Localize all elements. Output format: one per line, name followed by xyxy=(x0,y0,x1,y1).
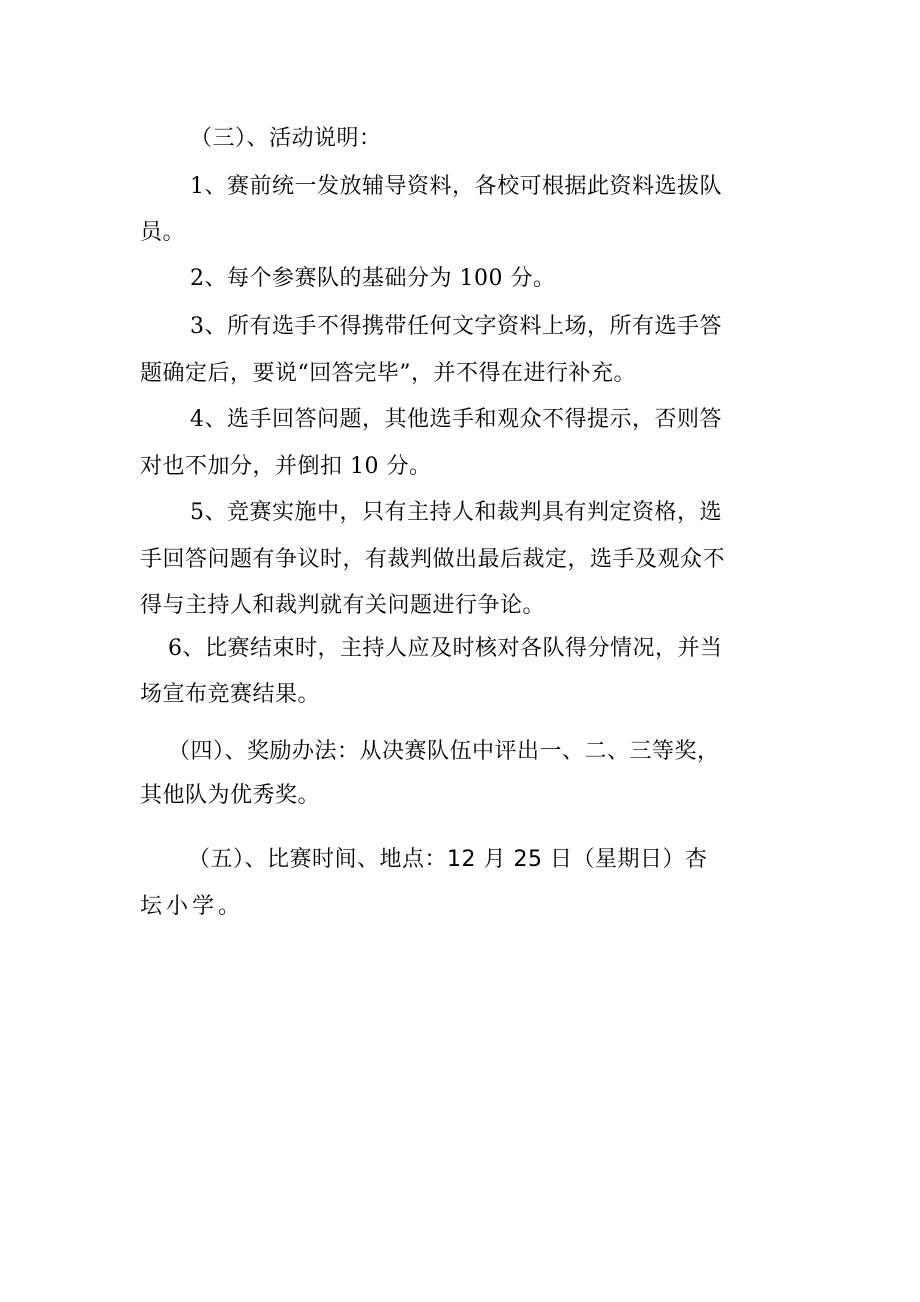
section5-month-unit: 月 xyxy=(483,847,507,872)
item3-line1: 3、所有选手不得携带任何文字资料上场，所有选手答 xyxy=(190,314,722,339)
section5-day-unit: 日（星期日）杏 xyxy=(550,847,708,872)
section5-line2: 坛小学。 xyxy=(140,894,245,919)
item5-line3: 得与主持人和裁判就有关问题进行争论。 xyxy=(140,593,546,618)
section4-line2: 其他队为优秀奖。 xyxy=(140,783,321,808)
item5-line2: 手回答问题有争议时，有裁判做出最后裁定，选手及观众不 xyxy=(140,547,726,572)
item6-line2: 场宣布竞赛结果。 xyxy=(140,682,321,707)
section3-heading: （三）、活动说明： xyxy=(190,126,382,151)
item6-line1: 6、比赛结束时，主持人应及时核对各队得分情况，并当 xyxy=(168,636,723,661)
item3-line2: 题确定后，要说“回答完毕”，并不得在进行补充。 xyxy=(140,361,636,386)
item1-line1: 1、赛前统一发放辅导资料，各校可根据此资料选拔队 xyxy=(190,174,722,199)
item5-line1: 5、竞赛实施中，只有主持人和裁判具有判定资格，选 xyxy=(190,500,722,525)
item4-line1: 4、选手回答问题，其他选手和观众不得提示，否则答 xyxy=(190,407,722,432)
section5-line1 xyxy=(188,845,708,875)
item4-line2: 对也不加分，并倒扣 10 分。 xyxy=(140,454,432,479)
item2-line1: 2、每个参赛队的基础分为 100 分。 xyxy=(190,266,556,291)
section5-month: 12 xyxy=(447,847,477,872)
item1-line2: 员。 xyxy=(140,220,186,245)
section4-line1: （四）、奖励办法：从决赛队伍中评出一、二、三等奖， xyxy=(168,739,720,764)
section5-day: 25 xyxy=(513,847,543,872)
section5-prefix: （五）、比赛时间、地点： xyxy=(188,847,448,872)
